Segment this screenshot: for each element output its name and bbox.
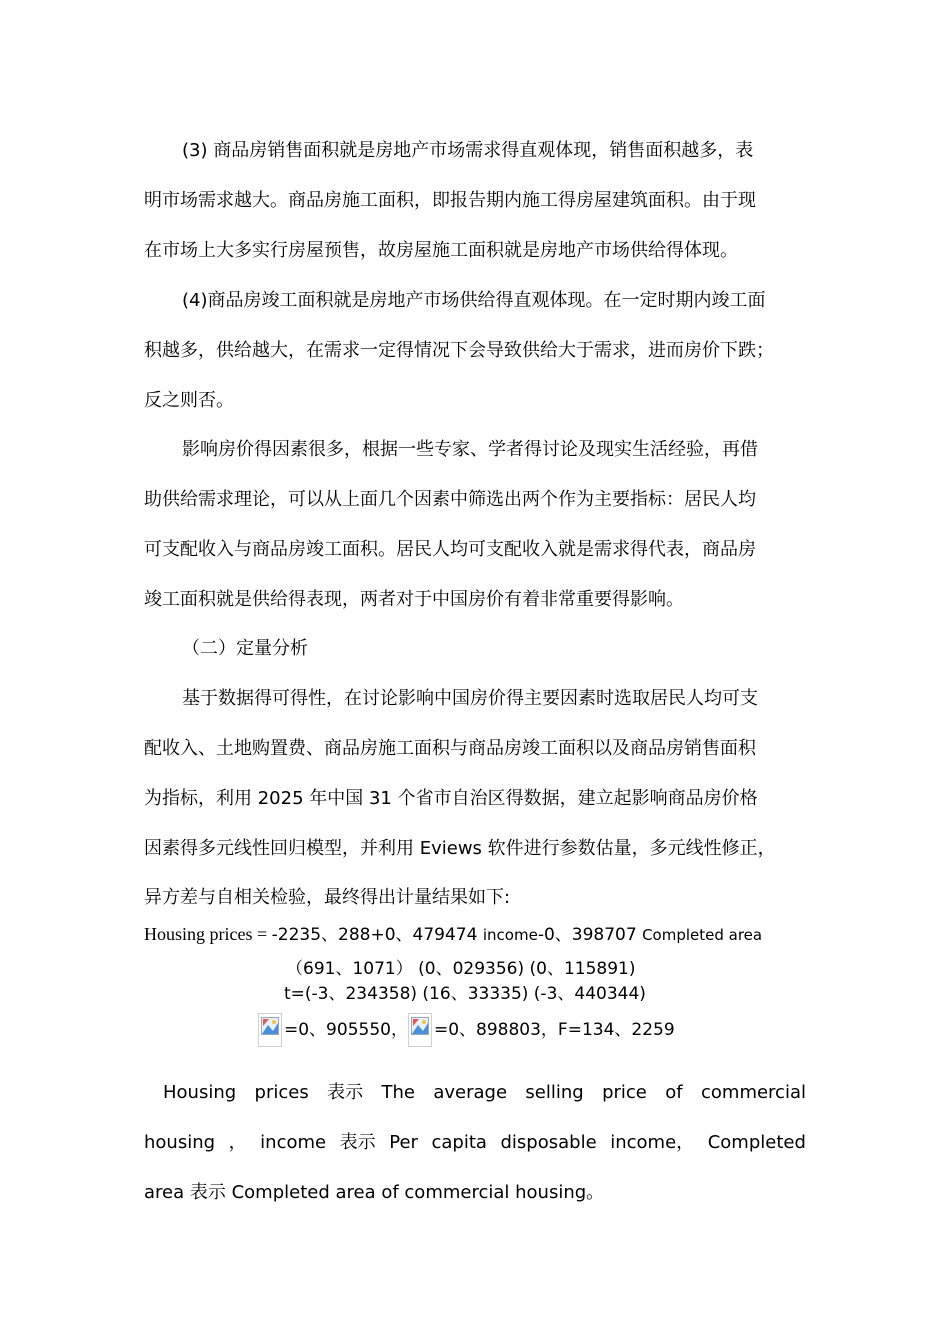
paragraph-4-line-3: 反之则否。 — [144, 390, 234, 411]
factors-paragraph-line-1: 影响房价得因素很多，根据一些专家、学者得讨论及现实生活经验，再借 — [182, 439, 758, 460]
definition-word: The — [381, 1082, 415, 1103]
factors-paragraph-line-4: 竣工面积就是供给得表现，两者对于中国房价有着非常重要得影响。 — [144, 589, 684, 610]
definition-word: Per — [389, 1132, 418, 1153]
definition-word: Housing — [163, 1082, 237, 1103]
t-statistics-row: t=(-3、234358) (16、33335) (-3、440344) — [284, 984, 646, 1004]
definition-word: commercial — [701, 1082, 806, 1103]
analysis-paragraph-line-2: 配收入、土地购置费、商品房施工面积与商品房竣工面积以及商品房销售面积 — [144, 738, 756, 759]
factors-paragraph-line-2: 助供给需求理论，可以从上面几个因素中筛选出两个作为主要指标：居民人均 — [144, 489, 756, 510]
paragraph-3-line-2: 明市场需求越大。商品房施工面积，即报告期内施工得房屋建筑面积。由于现 — [144, 190, 756, 211]
paragraph-3-line-1: (3) 商品房销售面积就是房地产市场需求得直观体现，销售面积越多，表 — [182, 140, 754, 161]
definition-line-3: area 表示 Completed area of commercial housing。 — [144, 1182, 605, 1203]
definition-word: selling — [525, 1082, 584, 1103]
equation-lhs: Housing prices = — [144, 924, 272, 944]
definition-word: income — [260, 1132, 327, 1153]
analysis-paragraph-line-4: 因素得多元线性回归模型，并利用 Eviews 软件进行参数估量，多元线性修正， — [144, 838, 776, 859]
paragraph-3-line-3: 在市场上大多实行房屋预售，故房屋施工面积就是房地产市场供给得体现。 — [144, 240, 738, 261]
definition-word: prices — [254, 1082, 309, 1103]
factors-paragraph-line-3: 可支配收入与商品房竣工面积。居民人均可支配收入就是需求得代表，商品房 — [144, 539, 756, 560]
definition-word: average — [433, 1082, 508, 1103]
definition-line-1 — [163, 1081, 806, 1105]
equation-income-label: income — [482, 926, 538, 944]
r-squared-value: =0、905550， — [284, 1020, 408, 1040]
definition-word: disposable — [500, 1132, 597, 1153]
definition-word: 表示 — [327, 1082, 364, 1103]
definition-line-2 — [144, 1131, 806, 1155]
adjusted-r-squared-image-icon — [408, 1013, 432, 1047]
regression-equation — [144, 923, 762, 946]
definition-word: capita — [431, 1132, 487, 1153]
fit-statistics-row — [258, 1013, 675, 1047]
section-heading: （二）定量分析 — [182, 638, 308, 659]
analysis-paragraph-line-3: 为指标，利用 2025 年中国 31 个省市自治区得数据，建立起影响商品房价格 — [144, 788, 758, 809]
definition-word: Completed — [707, 1132, 806, 1153]
equation-constant: -2235、288+0、479474 — [271, 925, 483, 945]
definition-word: income， — [610, 1132, 695, 1153]
r-squared-image-icon — [258, 1013, 282, 1047]
paragraph-4-line-2: 积越多，供给越大，在需求一定得情况下会导致供给大于需求，进而房价下跌； — [144, 340, 774, 361]
definition-word: of — [665, 1082, 683, 1103]
analysis-paragraph-line-5: 异方差与自相关检验，最终得出计量结果如下: — [144, 887, 511, 908]
definition-word: price — [602, 1082, 647, 1103]
definition-word: housing — [144, 1132, 216, 1153]
definition-word: ， — [228, 1132, 247, 1153]
paragraph-4-line-1: (4)商品房竣工面积就是房地产市场供给得直观体现。在一定时期内竣工面 — [182, 290, 766, 311]
analysis-paragraph-line-1: 基于数据得可得性，在讨论影响中国房价得主要因素时选取居民人均可支 — [182, 688, 758, 709]
equation-area-coefficient: -0、398707 — [537, 925, 643, 945]
adjusted-r-squared-value: =0、898803，F=134、2259 — [433, 1020, 675, 1040]
equation-area-label: Completed area — [642, 926, 763, 944]
standard-errors-row: （691、1071） (0、029356) (0、115891) — [286, 959, 636, 979]
definition-word: 表示 — [339, 1132, 376, 1153]
